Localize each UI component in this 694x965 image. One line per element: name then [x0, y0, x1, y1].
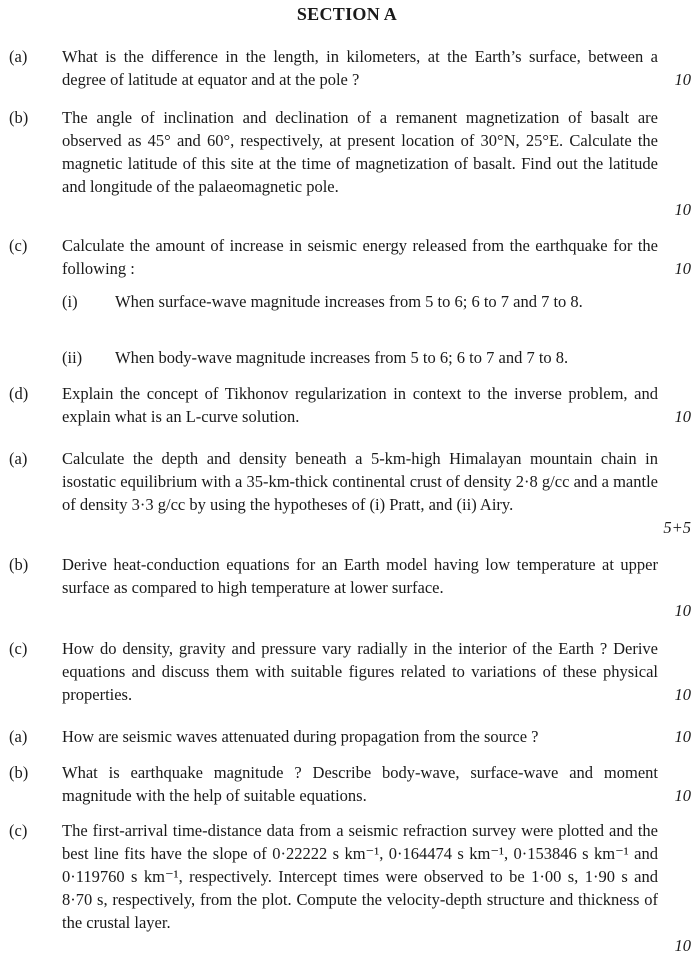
question-label: (i): [62, 292, 78, 311]
question-label: (b): [9, 108, 29, 127]
question-label: (b): [9, 763, 29, 782]
question-label: (b): [9, 555, 29, 574]
question-text: Calculate the amount of increase in seismic energy released from the earthquake for the following :: [62, 236, 658, 278]
section-title: SECTION A: [296, 4, 398, 24]
question-label: (c): [9, 821, 28, 840]
question-marks: 10: [674, 407, 691, 426]
question-label: (c): [9, 236, 28, 255]
question-marks: 10: [674, 786, 691, 805]
question-label: (a): [9, 727, 28, 746]
question-marks: 10: [674, 200, 691, 219]
question-text: The first-arrival time-distance data from a seismic refraction survey were plotted and the best line fits have the slope of 0·22222 s km⁻¹, 0·164474 s km⁻¹, 0·153846 s km⁻¹ and 0·119760 s km⁻¹, respectively. Intercept times were observed to be 1·00 s, 1·90 s and 8·70 s, respectively, from the plot. Compute the velocity-depth structure and thickness of the crustal layer.: [62, 821, 658, 932]
question-text: What is earthquake magnitude ? Describe body-wave, surface-wave and moment magnitude with the help of suitable equations.: [62, 763, 658, 805]
question-label: (ii): [62, 348, 83, 367]
question-label: (a): [9, 449, 28, 468]
question-text: Derive heat-conduction equations for an Earth model having low temperature at upper surface as compared to high temperature at lower surface.: [62, 555, 658, 597]
question-marks: 10: [674, 259, 691, 278]
question-text: When surface-wave magnitude increases from 5 to 6; 6 to 7 and 7 to 8.: [115, 292, 583, 311]
question-marks: 10: [674, 685, 691, 704]
question-marks: 10: [674, 727, 691, 746]
question-marks: 10: [674, 70, 691, 89]
question-label: (a): [9, 47, 28, 66]
question-text: How are seismic waves attenuated during propagation from the source ?: [62, 727, 539, 746]
question-text: What is the difference in the length, in kilometers, at the Earth’s surface, between a degree of latitude at equator and at the pole ?: [62, 47, 658, 89]
question-text: Calculate the depth and density beneath a 5-km-high Himalayan mountain chain in isostatic equilibrium with a 35-km-thick continental crust of density 2·8 g/cc and a mantle of density 3·3 g/cc by using the hypotheses of (i) Pratt, and (ii) Airy.: [62, 449, 658, 514]
question-label: (c): [9, 639, 28, 658]
question-marks: 10: [674, 601, 691, 620]
question-label: (d): [9, 384, 29, 403]
question-text: The angle of inclination and declination of a remanent magnetization of basalt are observed as 45° and 60°, respectively, at present location of 30°N, 25°E. Calculate the magnetic latitude of this site at the time of magnetization of basalt. Find out the latitude and longitude of the palaeomagnetic pole.: [62, 108, 658, 196]
question-marks: 10: [674, 936, 691, 955]
question-text: Explain the concept of Tikhonov regularization in context to the inverse problem, and explain what is an L-curve solution.: [62, 384, 658, 426]
question-text: How do density, gravity and pressure vary radially in the interior of the Earth ? Derive equations and discuss them with suitable figures related to variations of these physical properties.: [62, 639, 658, 704]
question-text: When body-wave magnitude increases from 5 to 6; 6 to 7 and 7 to 8.: [115, 348, 569, 367]
question-marks: 5+5: [663, 518, 691, 537]
